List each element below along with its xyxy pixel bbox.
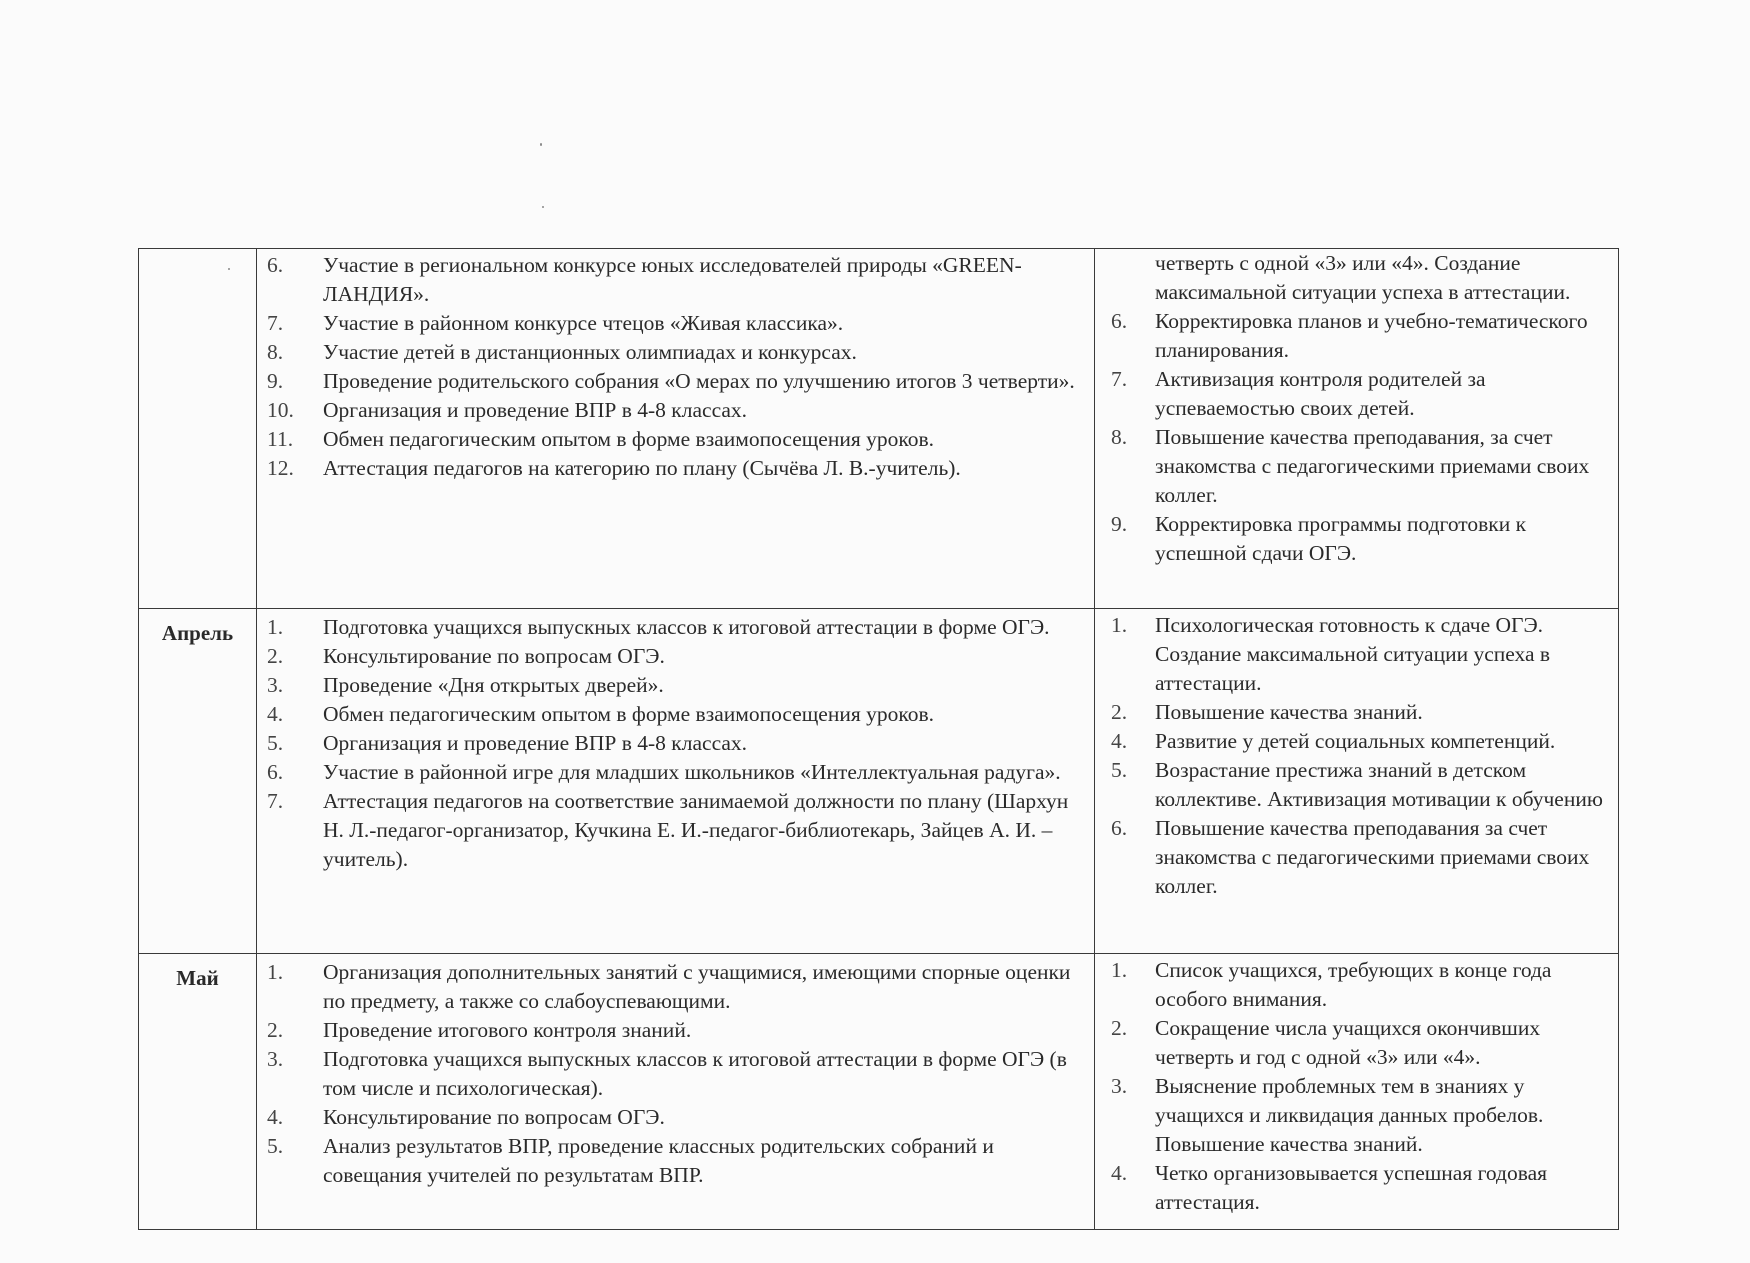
list-item bbox=[1095, 814, 1618, 901]
item-text: Организация и проведение ВПР в 4-8 классах. bbox=[323, 731, 748, 755]
item-number: 9. bbox=[267, 369, 284, 393]
item-text: Аттестация педагогов на соответствие занимаемой должности по плану (Шархун Н. Л.-педагог-организатор, Кучкина Е. И.-педагог-библиотекарь, Зайцев А. И. –учитель). bbox=[323, 789, 1069, 871]
item-number: 5. bbox=[1111, 758, 1128, 782]
item-number: 6. bbox=[1111, 309, 1128, 333]
item-number: 6. bbox=[267, 253, 284, 277]
list-item bbox=[1095, 510, 1618, 568]
item-text: Корректировка программы подготовки к успешной сдачи ОГЭ. bbox=[1155, 512, 1527, 565]
item-number: 11. bbox=[267, 427, 294, 451]
item-number: 10. bbox=[267, 398, 294, 422]
item-number: 4. bbox=[1111, 1161, 1128, 1185]
item-text: Психологическая готовность к сдаче ОГЭ. Создание максимальной ситуации успеха в аттестации. bbox=[1155, 613, 1551, 695]
item-text: Подготовка учащихся выпускных классов к итоговой аттестации в форме ОГЭ. bbox=[323, 615, 1050, 639]
list-item bbox=[257, 367, 1094, 396]
item-number: 2. bbox=[1111, 700, 1128, 724]
item-number: 2. bbox=[1111, 1016, 1128, 1040]
item-text: Активизация контроля родителей за успеваемостью своих детей. bbox=[1155, 367, 1486, 420]
item-text: Обмен педагогическим опытом в форме взаимопосещения уроков. bbox=[323, 427, 934, 451]
month-label bbox=[139, 249, 256, 261]
list-item bbox=[1095, 1014, 1618, 1072]
item-text: Список учащихся, требующих в конце года особого внимания. bbox=[1155, 958, 1552, 1011]
list-item bbox=[257, 642, 1094, 671]
list-item bbox=[257, 454, 1094, 483]
item-text: Проведение родительского собрания «О мерах по улучшению итогов 3 четверти». bbox=[323, 369, 1075, 393]
item-number: 6. bbox=[267, 760, 284, 784]
list-item bbox=[257, 787, 1094, 874]
item-text: Сокращение числа учащихся окончивших четверть и год с одной «3» или «4». bbox=[1155, 1016, 1541, 1069]
result-cell bbox=[1095, 249, 1619, 609]
item-number: 7. bbox=[267, 789, 284, 813]
list-item bbox=[257, 613, 1094, 642]
item-text: Корректировка планов и учебно-тематического планирования. bbox=[1155, 309, 1588, 362]
list-item bbox=[1095, 756, 1618, 814]
item-number: 1. bbox=[1111, 613, 1128, 637]
result-continuation: четверть с одной «3» или «4». Создание максимальной ситуации успеха в аттестации. bbox=[1155, 251, 1571, 304]
month-label: Май bbox=[176, 966, 219, 990]
list-item bbox=[1095, 1072, 1618, 1159]
item-number: 9. bbox=[1111, 512, 1128, 536]
item-number: 12. bbox=[267, 456, 294, 480]
item-text: Организация и проведение ВПР в 4-8 классах. bbox=[323, 398, 748, 422]
item-number: 1. bbox=[267, 960, 284, 984]
result-list bbox=[1095, 954, 1618, 1217]
plan-cell bbox=[257, 609, 1095, 954]
table-row bbox=[139, 954, 1619, 1230]
scan-speck bbox=[540, 143, 542, 146]
item-text: Участие в региональном конкурсе юных исследователей природы «GREEN-ЛАНДИЯ». bbox=[323, 253, 1022, 306]
item-text: Участие в районной игре для младших школьников «Интеллектуальная радуга». bbox=[323, 760, 1061, 784]
result-cell bbox=[1095, 954, 1619, 1230]
list-item bbox=[257, 251, 1094, 309]
item-text: Возрастание престижа знаний в детском коллективе. Активизация мотивации к обучению bbox=[1155, 758, 1603, 811]
item-text: Развитие у детей социальных компетенций. bbox=[1155, 729, 1556, 753]
item-text: Выяснение проблемных тем в знаниях у учащихся и ликвидация данных пробелов. Повышение качества знаний. bbox=[1155, 1074, 1544, 1156]
list-item bbox=[257, 729, 1094, 758]
item-text: Обмен педагогическим опытом в форме взаимопосещения уроков. bbox=[323, 702, 934, 726]
item-number: 5. bbox=[267, 1134, 284, 1158]
item-text: Консультирование по вопросам ОГЭ. bbox=[323, 644, 665, 668]
list-item bbox=[257, 700, 1094, 729]
list-item bbox=[1095, 611, 1618, 698]
plan-list bbox=[257, 954, 1094, 1190]
item-number: 4. bbox=[1111, 729, 1128, 753]
list-item bbox=[257, 1103, 1094, 1132]
list-item bbox=[1095, 698, 1618, 727]
item-number: 5. bbox=[267, 731, 284, 755]
list-item bbox=[257, 396, 1094, 425]
list-item bbox=[257, 309, 1094, 338]
plan-list bbox=[257, 609, 1094, 874]
item-text: Проведение «Дня открытых дверей». bbox=[323, 673, 664, 697]
table-row bbox=[139, 249, 1619, 609]
item-number: 1. bbox=[1111, 958, 1128, 982]
item-text: Четко организовывается успешная годовая аттестация. bbox=[1155, 1161, 1548, 1214]
item-text: Участие детей в дистанционных олимпиадах и конкурсах. bbox=[323, 340, 857, 364]
list-item bbox=[257, 758, 1094, 787]
item-number: 7. bbox=[1111, 367, 1128, 391]
month-cell bbox=[139, 249, 257, 609]
plan-table bbox=[138, 248, 1619, 1230]
item-text: Проведение итогового контроля знаний. bbox=[323, 1018, 692, 1042]
item-number: 3. bbox=[267, 1047, 284, 1071]
month-cell bbox=[139, 954, 257, 1230]
plan-cell bbox=[257, 954, 1095, 1230]
list-item bbox=[257, 338, 1094, 367]
item-number: 2. bbox=[267, 644, 284, 668]
item-text: Подготовка учащихся выпускных классов к итоговой аттестации в форме ОГЭ (в том числе и психологическая). bbox=[323, 1047, 1067, 1100]
list-item bbox=[257, 671, 1094, 700]
item-number: 2. bbox=[267, 1018, 284, 1042]
item-text: Анализ результатов ВПР, проведение классных родительских собраний и совещания учителей по результатам ВПР. bbox=[323, 1134, 994, 1187]
list-item bbox=[1095, 307, 1618, 365]
month-label: Апрель bbox=[161, 621, 234, 645]
plan-cell bbox=[257, 249, 1095, 609]
item-text: Повышение качества знаний. bbox=[1155, 700, 1423, 724]
list-item bbox=[1095, 423, 1618, 510]
item-text: Аттестация педагогов на категорию по плану (Сычёва Л. В.-учитель). bbox=[323, 456, 961, 480]
item-text: Консультирование по вопросам ОГЭ. bbox=[323, 1105, 665, 1129]
list-item bbox=[1095, 956, 1618, 1014]
item-number: 7. bbox=[267, 311, 284, 335]
list-item bbox=[257, 958, 1094, 1016]
item-number: 3. bbox=[267, 673, 284, 697]
item-number: 8. bbox=[1111, 425, 1128, 449]
list-item bbox=[257, 1132, 1094, 1190]
plan-list bbox=[257, 249, 1094, 483]
item-number: 6. bbox=[1111, 816, 1128, 840]
result-list bbox=[1095, 609, 1618, 901]
item-text: Участие в районном конкурсе чтецов «Живая классика». bbox=[323, 311, 844, 335]
item-number: 3. bbox=[1111, 1074, 1128, 1098]
item-text: Повышение качества преподавания, за счет знакомства с педагогическими приемами своих коллег. bbox=[1155, 425, 1590, 507]
result-cell bbox=[1095, 609, 1619, 954]
item-text: Организация дополнительных занятий с учащимися, имеющими спорные оценки по предмету, а также со слабоуспевающими. bbox=[323, 960, 1071, 1013]
list-item bbox=[1095, 1159, 1618, 1217]
month-cell bbox=[139, 609, 257, 954]
list-item bbox=[257, 425, 1094, 454]
table-row bbox=[139, 609, 1619, 954]
list-item bbox=[257, 1016, 1094, 1045]
list-item bbox=[1095, 727, 1618, 756]
item-number: 4. bbox=[267, 1105, 284, 1129]
list-item bbox=[1095, 365, 1618, 423]
scan-speck bbox=[542, 206, 544, 208]
item-number: 8. bbox=[267, 340, 284, 364]
item-number: 1. bbox=[267, 615, 284, 639]
item-number: 4. bbox=[267, 702, 284, 726]
item-text: Повышение качества преподавания за счет знакомства с педагогическими приемами своих коллег. bbox=[1155, 816, 1590, 898]
result-list bbox=[1095, 307, 1618, 568]
list-item bbox=[257, 1045, 1094, 1103]
